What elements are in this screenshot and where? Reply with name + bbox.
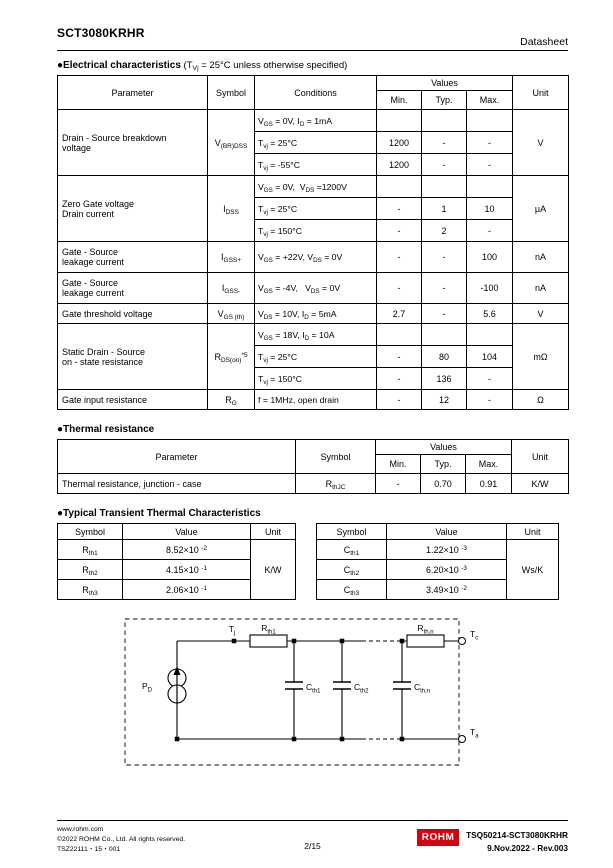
max-cell: 10 <box>467 198 513 220</box>
table-row <box>58 242 569 273</box>
min-cell: - <box>377 242 422 273</box>
parameter-cell: Drain - Source breakdown voltage <box>58 110 208 176</box>
typ-cell <box>422 110 467 132</box>
col-values: Values <box>376 440 512 455</box>
typ-cell: 2 <box>422 220 467 242</box>
table-row <box>58 324 569 346</box>
symbol-cell: $R_G$ <box>208 390 255 410</box>
col-parameter: Parameter <box>58 440 296 474</box>
symbol-cell: $V_{(BR)DSS}$ <box>208 110 255 176</box>
doc-number: TSQ50214-SCT3080KRHR <box>466 830 568 840</box>
typ-cell: - <box>422 132 467 154</box>
table-row <box>58 304 569 324</box>
table-row <box>58 390 569 410</box>
value-cell: 3.49×10 $^{-2}$ <box>387 580 507 600</box>
rohm-logo: ROHM <box>417 829 459 846</box>
footer-right <box>417 829 568 855</box>
revision: 9.Nov.2022 - Rev.003 <box>487 842 568 853</box>
terminal-ta <box>459 736 466 743</box>
conditions-cell: $T_{vj} = 150^\circ C$ <box>255 368 377 390</box>
electrical-characteristics-table <box>57 75 569 410</box>
page-footer <box>57 820 568 868</box>
unit-cell: K/W <box>512 474 569 494</box>
col-max: Max. <box>467 91 513 110</box>
thermal-network-diagram <box>122 614 490 772</box>
capacitor-cthn <box>393 641 411 739</box>
footer-code: TSZ22111・15・001 <box>57 846 121 854</box>
table-header-row <box>317 524 559 540</box>
typ-cell: - <box>422 154 467 176</box>
current-source <box>168 666 186 704</box>
electrical-heading-note: ($T_{Vj} = 25^\circ C$ unless otherwise specified) <box>180 60 348 73</box>
symbol-cell: $R_{th1}$ <box>58 540 123 560</box>
typ-cell <box>422 176 467 198</box>
electrical-heading-text: ●Electrical characteristics <box>57 60 181 71</box>
col-unit: Unit <box>513 76 569 110</box>
conditions-cell: $T_{vj} = 25^\circ C$ <box>255 132 377 154</box>
parameter-cell: Gate threshold voltage <box>58 304 208 324</box>
table-row <box>58 474 569 494</box>
col-min: Min. <box>376 455 421 474</box>
symbol-cell: $C_{th3}$ <box>317 580 387 600</box>
symbol-cell: $I_{GSS-}$ <box>208 273 255 304</box>
table-header-row <box>58 440 569 455</box>
value-cell: 4.15×10 $^{-1}$ <box>123 560 251 580</box>
col-unit: Unit <box>251 524 296 540</box>
min-cell: - <box>377 273 422 304</box>
min-cell <box>377 324 422 346</box>
unit-cell: nA <box>513 273 569 304</box>
max-cell: - <box>467 220 513 242</box>
electrical-section-heading <box>57 60 568 71</box>
typ-cell: 80 <box>422 346 467 368</box>
conditions-cell: $V_{GS} = +22V$, $V_{DS} = 0V$ <box>255 242 377 273</box>
typ-cell: 12 <box>422 390 467 410</box>
col-unit: Unit <box>512 440 569 474</box>
table-row <box>58 176 569 198</box>
symbol-cell: $R_{th2}$ <box>58 560 123 580</box>
table-row <box>58 110 569 132</box>
footer-left <box>57 825 185 856</box>
min-cell: - <box>377 198 422 220</box>
conditions-cell: $V_{DS} = 10V$, $I_D = 5mA$ <box>255 304 377 324</box>
col-value: Value <box>123 524 251 540</box>
max-cell: - <box>467 390 513 410</box>
transient-section-heading <box>57 508 568 519</box>
unit-cell: V <box>513 110 569 176</box>
typ-cell: - <box>422 304 467 324</box>
transient-heading-text: ●Typical Transient Thermal Characteristics <box>57 508 261 519</box>
cth-table <box>316 523 559 600</box>
col-typ: Typ. <box>421 455 466 474</box>
thermal-section-heading <box>57 424 568 435</box>
col-min: Min. <box>377 91 422 110</box>
max-cell: -100 <box>467 273 513 304</box>
parameter-cell: Static Drain - Source on - state resistance <box>58 324 208 390</box>
min-cell: - <box>377 368 422 390</box>
circuit-nodes <box>175 639 405 742</box>
label-rth1: $R_{th1}$ <box>261 623 276 636</box>
value-cell: 8.52×10 $^{-2}$ <box>123 540 251 560</box>
unit-cell: nA <box>513 242 569 273</box>
label-ta: $T_a$ <box>470 727 479 740</box>
col-values: Values <box>377 76 513 91</box>
typ-cell: 136 <box>422 368 467 390</box>
table-row <box>58 540 296 560</box>
col-symbol: Symbol <box>317 524 387 540</box>
min-cell: 2.7 <box>377 304 422 324</box>
col-conditions: Conditions <box>255 76 377 110</box>
symbol-cell: $C_{th1}$ <box>317 540 387 560</box>
resistor-rthn <box>407 635 444 647</box>
doc-type-label: Datasheet <box>520 36 568 48</box>
conditions-cell: $T_{vj} = 25^\circ C$ <box>255 346 377 368</box>
symbol-cell: $I_{GSS+}$ <box>208 242 255 273</box>
conditions-cell: $V_{GS} = 0V$, $I_D = 1mA$ <box>255 110 377 132</box>
table-row <box>58 273 569 304</box>
label-cthn: $C_{th,n}$ <box>414 682 431 695</box>
col-unit: Unit <box>507 524 559 540</box>
conditions-cell: $V_{GS} = 0V$, $V_{DS} =1200V$ <box>255 176 377 198</box>
label-tj: $T_j$ <box>228 624 236 637</box>
parameter-cell: Thermal resistance, junction - case <box>58 474 296 494</box>
max-cell: - <box>467 132 513 154</box>
max-cell: 104 <box>467 346 513 368</box>
value-cell: 2.06×10 $^{-1}$ <box>123 580 251 600</box>
min-cell: 1200 <box>377 132 422 154</box>
col-value: Value <box>387 524 507 540</box>
unit-cell: Ω <box>513 390 569 410</box>
conditions-cell: $V_{GS} = 18V$, $I_D = 10A$ <box>255 324 377 346</box>
capacitor-cth2 <box>333 641 351 739</box>
label-tc: $T_c$ <box>470 629 479 642</box>
terminal-tc <box>459 638 466 645</box>
col-max: Max. <box>466 455 512 474</box>
symbol-cell: $C_{th2}$ <box>317 560 387 580</box>
conditions-cell: $T_{vj} = 150^\circ C$ <box>255 220 377 242</box>
symbol-cell: $R_{DS(on)}^{*5}$ <box>208 324 255 390</box>
max-cell <box>467 324 513 346</box>
max-cell <box>467 176 513 198</box>
unit-cell: mΩ <box>513 324 569 390</box>
symbol-cell: $R_{th3}$ <box>58 580 123 600</box>
label-pd: $P_D$ <box>142 681 153 694</box>
col-symbol: Symbol <box>58 524 123 540</box>
min-cell: - <box>377 390 422 410</box>
typ-cell: - <box>422 242 467 273</box>
max-cell <box>467 110 513 132</box>
symbol-cell: $R_{thJC}$ <box>296 474 376 494</box>
conditions-cell: $V_{GS} = -4V$, $V_{DS} = 0V$ <box>255 273 377 304</box>
table-header-row <box>58 524 296 540</box>
capacitor-cth1 <box>285 641 303 739</box>
col-typ: Typ. <box>422 91 467 110</box>
min-cell: 1200 <box>377 154 422 176</box>
conditions-cell: $T_{vj} = -55^\circ C$ <box>255 154 377 176</box>
min-cell: - <box>376 474 421 494</box>
max-cell: - <box>467 368 513 390</box>
value-cell: 6.20×10 $^{-3}$ <box>387 560 507 580</box>
unit-cell: Ws/K <box>507 540 559 600</box>
rohm-url: www.rohm.com <box>57 826 104 833</box>
col-symbol: Symbol <box>296 440 376 474</box>
conditions-cell: f = 1MHz, open drain <box>255 390 377 410</box>
col-parameter: Parameter <box>58 76 208 110</box>
transient-tables <box>57 523 568 600</box>
typ-cell: 0.70 <box>421 474 466 494</box>
table-header-row <box>58 76 569 91</box>
label-rthn: $R_{th,n}$ <box>417 623 434 636</box>
label-cth2: $C_{th2}$ <box>354 682 369 695</box>
copyright-text: ©2022 ROHM Co., Ltd. All rights reserved. <box>57 836 186 844</box>
parameter-cell: Gate input resistance <box>58 390 208 410</box>
typ-cell <box>422 324 467 346</box>
min-cell: - <box>377 220 422 242</box>
max-cell: 5.6 <box>467 304 513 324</box>
value-cell: 1.22×10 $^{-3}$ <box>387 540 507 560</box>
part-number: SCT3080KRHR <box>57 26 145 40</box>
parameter-cell: Zero Gate voltage Drain current <box>58 176 208 242</box>
footer-doc-info <box>466 829 568 855</box>
max-cell: 0.91 <box>466 474 512 494</box>
unit-cell: V <box>513 304 569 324</box>
page-number: 2/15 <box>304 841 321 851</box>
label-cth1: $C_{th1}$ <box>306 682 321 695</box>
parameter-cell: Gate - Source leakage current <box>58 273 208 304</box>
min-cell: - <box>377 346 422 368</box>
parameter-cell: Gate - Source leakage current <box>58 242 208 273</box>
min-cell <box>377 110 422 132</box>
max-cell: - <box>467 154 513 176</box>
unit-cell: μA <box>513 176 569 242</box>
resistor-rth1 <box>250 635 287 647</box>
typ-cell: - <box>422 273 467 304</box>
page-header <box>57 26 568 51</box>
symbol-cell: $I_{DSS}$ <box>208 176 255 242</box>
symbol-cell: $V_{GS (th)}$ <box>208 304 255 324</box>
typ-cell: 1 <box>422 198 467 220</box>
max-cell: 100 <box>467 242 513 273</box>
thermal-heading-text: ●Thermal resistance <box>57 424 155 435</box>
unit-cell: K/W <box>251 540 296 600</box>
rth-table <box>57 523 296 600</box>
conditions-cell: $T_{vj} = 25^\circ C$ <box>255 198 377 220</box>
min-cell <box>377 176 422 198</box>
thermal-resistance-table <box>57 439 569 494</box>
table-row <box>317 540 559 560</box>
col-symbol: Symbol <box>208 76 255 110</box>
